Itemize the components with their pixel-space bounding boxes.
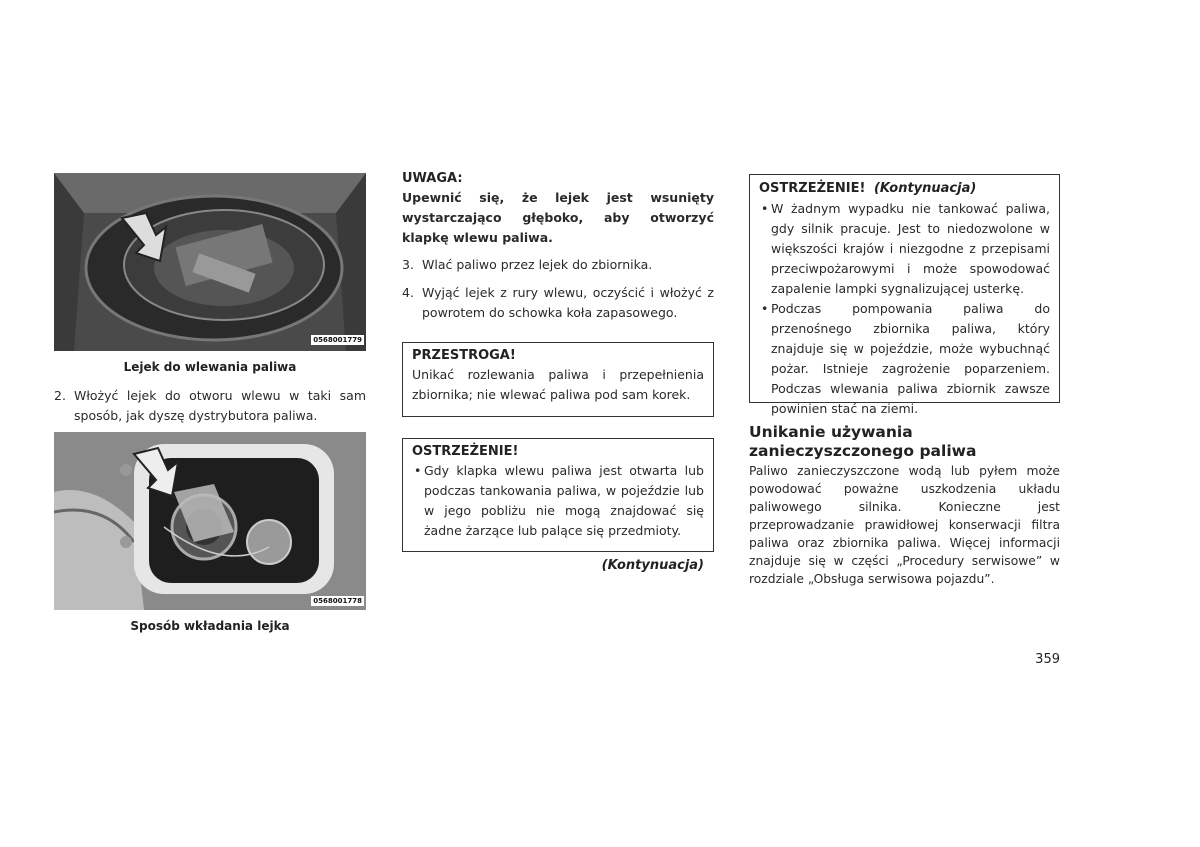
note-text: Upewnić się, że lejek jest wsunięty wystarczająco głęboko, aby otworzyć klapkę wlewu paliwa. (402, 190, 714, 245)
note-block (402, 170, 714, 248)
list-text: Włożyć lejek do otworu wlewu w taki sam sposób, jak dyszę dystrybutora paliwa. (74, 388, 366, 423)
figure-caption: Sposób wkładania lejka (130, 619, 290, 633)
list-text: Wyjąć lejek z rury wlewu, oczyścić i włożyć z powrotem do schowka koła zapasowego. (422, 285, 714, 320)
page-number: 359 (1035, 652, 1060, 667)
warning-title (759, 179, 1050, 199)
warning-box (402, 438, 714, 552)
list-number: 2. (54, 388, 66, 403)
list-number: 4. (402, 285, 414, 300)
list-number: 3. (402, 257, 414, 272)
spare-wheel-photo (54, 173, 366, 351)
list-item (402, 283, 714, 323)
warning-title: OSTRZEŻENIE! (412, 444, 519, 459)
caution-box (402, 342, 714, 417)
warning-title-continued: (Kontynuacja) (873, 181, 977, 196)
figure-code: 0568001779 (313, 336, 362, 344)
list-item (402, 255, 714, 275)
warning-continued-box (749, 174, 1060, 416)
continued-label: (Kontynuacja) (601, 558, 704, 573)
section-text: Paliwo zanieczyszczone wodą lub pyłem może powodować poważne uszkodzenia układu paliwowego silnika. Konieczne jest przeprowadzanie prawidłowej konserwacji filtra paliwa oraz zbiornika paliwa. Więcej informacji znajduje się w części „Procedury serwisowe” w rozdziale „Obsługa serwisowa pojazdu”. (749, 464, 1060, 586)
caution-text: Unikać rozlewania paliwa i przepełnienia zbiornika; nie wlewać paliwa pod sam korek. (412, 367, 704, 402)
warning-bullet: • W żadnym wypadku nie tankować paliwa, gdy silnik pracuje. Jest to niedozwolone w większości krajów i niezgodne z przepisami przeciwpożarowymi i może spowodować zapalenie lampki sygnalizującej usterkę. (759, 199, 1050, 299)
warning-title-main: OSTRZEŻENIE! (759, 181, 866, 196)
fuel-filler-photo (54, 432, 366, 610)
figure-code: 0568001778 (313, 597, 362, 605)
caution-title: PRZESTROGA! (412, 348, 516, 363)
figure-caption: Lejek do wlewania paliwa (123, 360, 297, 374)
list-item (54, 386, 366, 426)
warning-bullet: • Podczas pompowania paliwa do przenośnego zbiornika paliwa, który znajduje się w pojeździe, może wybuchnąć pożar. Istnieje zagrożenie poparzeniem. Podczas wlewania paliwa zbiornik zawsze powinien stać na ziemi. (759, 299, 1050, 419)
section-heading: Unikanie używania zanieczyszczonego paliwa (749, 423, 977, 460)
note-title: UWAGA: (402, 171, 463, 186)
list-text: Wlać paliwo przez lejek do zbiornika. (422, 257, 653, 272)
warning-bullet: • Gdy klapka wlewu paliwa jest otwarta lub podczas tankowania paliwa, w pojeździe lub w jego pobliżu nie mogą znajdować się żadne żarzące lub palące się przedmioty. (412, 461, 704, 541)
